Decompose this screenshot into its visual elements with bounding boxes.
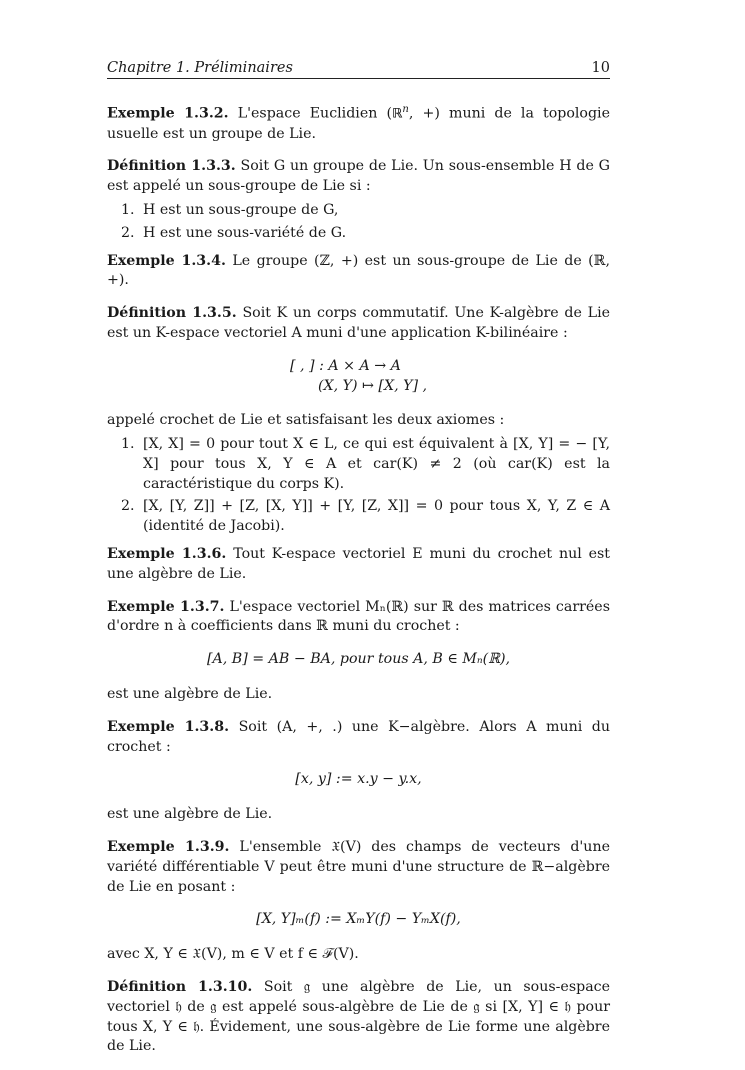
example-text-2: , +) muni de la topologie usuelle est un groupe de Lie. — [107, 105, 610, 142]
bracket-map-line: [ , ] : A × A → A — [289, 357, 401, 374]
example-text: Soit (A, +, .) une K−algèbre. Alors A muni du crochet : — [107, 718, 610, 755]
bracket-def-line: (X, Y) ↦ [X, Y] , — [317, 377, 428, 394]
definition-1-3-5 — [107, 304, 610, 344]
reals-symbol: ℝ — [392, 106, 403, 122]
example-text: Tout K-espace vectoriel E muni du crochet nul est une algèbre de Lie. — [107, 546, 610, 582]
example-label: Exemple 1.3.2. — [107, 105, 229, 122]
definition-1-3-10 — [107, 978, 610, 1057]
running-header — [107, 58, 610, 79]
axioms-intro: appelé crochet de Lie et satisfaisant les deux axiomes : — [107, 412, 505, 429]
example-label: Exemple 1.3.8. — [107, 718, 230, 735]
axioms-list — [107, 435, 610, 537]
definition-text: Soit K un corps commutatif. Une K-algèbre de Lie est un K-espace vectoriel A muni d'une application K-bilinéaire : — [107, 305, 610, 341]
definition-text: Soit G un groupe de Lie. Un sous-ensemble H de G est appelé un sous-groupe de Lie si : — [107, 158, 610, 195]
example-conclusion: est une algèbre de Lie. — [107, 806, 273, 823]
definition-1-3-3 — [107, 157, 610, 197]
example-label: Exemple 1.3.9. — [107, 839, 230, 856]
example-1-3-9 — [107, 838, 610, 897]
example-1-3-8 — [107, 718, 610, 758]
display-equation-vector-fields: [X, Y]ₘ(f) := XₘY(f) − YₘX(f), — [256, 911, 461, 928]
example-1-3-2 — [107, 100, 610, 144]
chapter-title: Chapitre 1. Préliminaires — [107, 60, 293, 76]
list-item: 1. [X, X] = 0 pour tout X ∈ L, ce qui est équivalent à [X, Y] = − [Y, X] pour tous X, Y ∈ A et car(K) ≠ 2 (où car(K) est la caractéristique du corps K). — [121, 436, 610, 492]
definition-text: Soit 𝔤 une algèbre de Lie, un sous-espace vectoriel 𝔥 de 𝔤 est appelé sous-algèbre de Lie de 𝔤 si [X, Y] ∈ 𝔥 pour tous X, Y ∈ 𝔥. Évidement, une sous-algèbre de Lie forme une algèbre de Lie. — [107, 979, 610, 1055]
display-equation-bracket — [107, 357, 610, 397]
display-equation-commutator: [A, B] = AB − BA, pour tous A, B ∈ Mₙ(ℝ), — [206, 651, 511, 668]
example-label: Exemple 1.3.4. — [107, 252, 226, 269]
example-text: Le groupe (ℤ, +) est un sous-groupe de Lie de (ℝ, +). — [107, 252, 610, 289]
example-1-3-4 — [107, 252, 610, 292]
list-item: 1. H est un sous-groupe de G, — [121, 201, 339, 218]
example-text-1: L'espace Euclidien ( — [237, 105, 392, 122]
page-number: 10 — [591, 60, 610, 76]
example-1-3-7 — [107, 598, 610, 638]
list-item: 2. H est une sous-variété de G. — [121, 224, 347, 241]
list-item: 2. [X, [Y, Z]] + [Z, [X, Y]] + [Y, [Z, X]] = 0 pour tous X, Y, Z ∈ A (identité de Jacobi). — [121, 498, 610, 535]
definition-label: Définition 1.3.5. — [107, 305, 237, 322]
example-label: Exemple 1.3.6. — [107, 546, 227, 563]
example-1-3-6 — [107, 545, 610, 585]
exponent-n: n — [402, 104, 409, 115]
example-conclusion: avec X, Y ∈ 𝔛(V), m ∈ V et f ∈ ℱ(V). — [107, 946, 359, 963]
example-label: Exemple 1.3.7. — [107, 598, 225, 615]
example-text: L'espace vectoriel Mₙ(ℝ) sur ℝ des matrices carrées d'ordre n à coefficients dans ℝ muni du crochet : — [107, 598, 610, 635]
example-conclusion: est une algèbre de Lie. — [107, 686, 273, 703]
example-text: L'ensemble 𝔛(V) des champs de vecteurs d'une variété différentiable V peut être muni d'une structure de ℝ−algèbre de Lie en posant : — [107, 839, 610, 895]
display-equation-algebra-bracket: [x, y] := x.y − y.x, — [295, 771, 422, 788]
document-body — [107, 100, 610, 1070]
definition-label: Définition 1.3.3. — [107, 158, 236, 175]
definition-label: Définition 1.3.10. — [107, 979, 253, 996]
definition-1-3-3-list — [107, 201, 610, 244]
